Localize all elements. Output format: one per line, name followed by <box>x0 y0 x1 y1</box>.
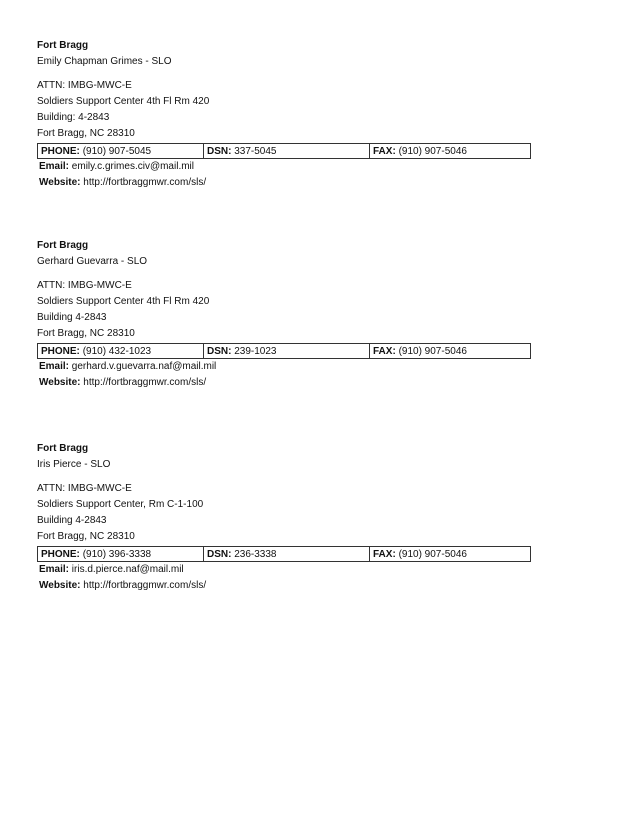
address-line: Fort Bragg, NC 28310 <box>37 328 135 339</box>
contact-numbers-table <box>37 546 531 562</box>
email-link[interactable]: emily.c.grimes.civ@mail.mil <box>71 161 194 172</box>
address-line: Building 4-2843 <box>37 312 107 323</box>
dsn-value: 239-1023 <box>234 345 277 357</box>
fax-cell <box>370 144 531 159</box>
fax-value: (910) 907-5046 <box>398 145 467 157</box>
website-link[interactable]: http://fortbraggmwr.com/sls/ <box>83 177 207 188</box>
phone-value: (910) 396-3338 <box>82 548 152 560</box>
email-link[interactable]: gerhard.v.guevarra.naf@mail.mil <box>71 361 217 372</box>
fax-label: FAX: <box>373 548 396 560</box>
dsn-label: DSN: <box>207 548 232 560</box>
address-line: ATTN: IMBG-MWC-E <box>37 280 132 291</box>
phone-value: (910) 432-1023 <box>82 345 152 357</box>
entry-address <box>37 78 531 142</box>
contact-numbers-table <box>37 343 531 359</box>
phone-cell <box>38 344 204 359</box>
phone-label: PHONE: <box>41 145 80 157</box>
entry-location: Fort Bragg <box>37 40 89 51</box>
website-line <box>39 578 531 594</box>
fax-value: (910) 907-5046 <box>398 548 467 560</box>
phone-label: PHONE: <box>41 548 80 560</box>
phone-cell <box>38 547 204 562</box>
address-line: Building: 4-2843 <box>37 112 110 123</box>
dsn-cell <box>204 547 370 562</box>
contact-entry <box>37 441 531 594</box>
fax-cell <box>370 344 531 359</box>
email-line <box>39 562 531 578</box>
entry-location: Fort Bragg <box>37 240 89 251</box>
dsn-value: 236-3338 <box>234 548 277 560</box>
website-link[interactable]: http://fortbraggmwr.com/sls/ <box>83 580 207 591</box>
entry-address <box>37 278 531 342</box>
address-line: Fort Bragg, NC 28310 <box>37 128 135 139</box>
website-link[interactable]: http://fortbraggmwr.com/sls/ <box>83 377 207 388</box>
phone-label: PHONE: <box>41 345 80 357</box>
entry-contact-name: Emily Chapman Grimes - SLO <box>37 56 172 67</box>
dsn-value: 337-5045 <box>234 145 277 157</box>
email-label: Email: <box>39 564 70 575</box>
contact-numbers-table <box>37 143 531 159</box>
phone-value: (910) 907-5045 <box>82 145 152 157</box>
entry-address <box>37 481 531 545</box>
address-line: ATTN: IMBG-MWC-E <box>37 483 132 494</box>
entry-location: Fort Bragg <box>37 443 89 454</box>
entry-contact-name: Gerhard Guevarra - SLO <box>37 256 148 267</box>
address-line: Soldiers Support Center 4th Fl Rm 420 <box>37 296 210 307</box>
fax-label: FAX: <box>373 345 396 357</box>
website-label: Website: <box>39 580 81 591</box>
address-line: Building 4-2843 <box>37 515 107 526</box>
email-link[interactable]: iris.d.pierce.naf@mail.mil <box>71 564 184 575</box>
dsn-cell <box>204 344 370 359</box>
address-line: ATTN: IMBG-MWC-E <box>37 80 132 91</box>
address-line: Fort Bragg, NC 28310 <box>37 531 135 542</box>
address-line: Soldiers Support Center 4th Fl Rm 420 <box>37 96 210 107</box>
contact-entry <box>37 238 531 391</box>
website-label: Website: <box>39 177 81 188</box>
website-line <box>39 375 531 391</box>
dsn-label: DSN: <box>207 345 232 357</box>
email-label: Email: <box>39 161 70 172</box>
email-label: Email: <box>39 361 70 372</box>
address-line: Soldiers Support Center, Rm C-1-100 <box>37 499 204 510</box>
fax-value: (910) 907-5046 <box>398 345 467 357</box>
dsn-label: DSN: <box>207 145 232 157</box>
email-line <box>39 359 531 375</box>
fax-cell <box>370 547 531 562</box>
contact-entry <box>37 38 531 191</box>
email-line <box>39 159 531 175</box>
phone-cell <box>38 144 204 159</box>
dsn-cell <box>204 144 370 159</box>
fax-label: FAX: <box>373 145 396 157</box>
entry-contact-name: Iris Pierce - SLO <box>37 459 111 470</box>
website-line <box>39 175 531 191</box>
website-label: Website: <box>39 377 81 388</box>
